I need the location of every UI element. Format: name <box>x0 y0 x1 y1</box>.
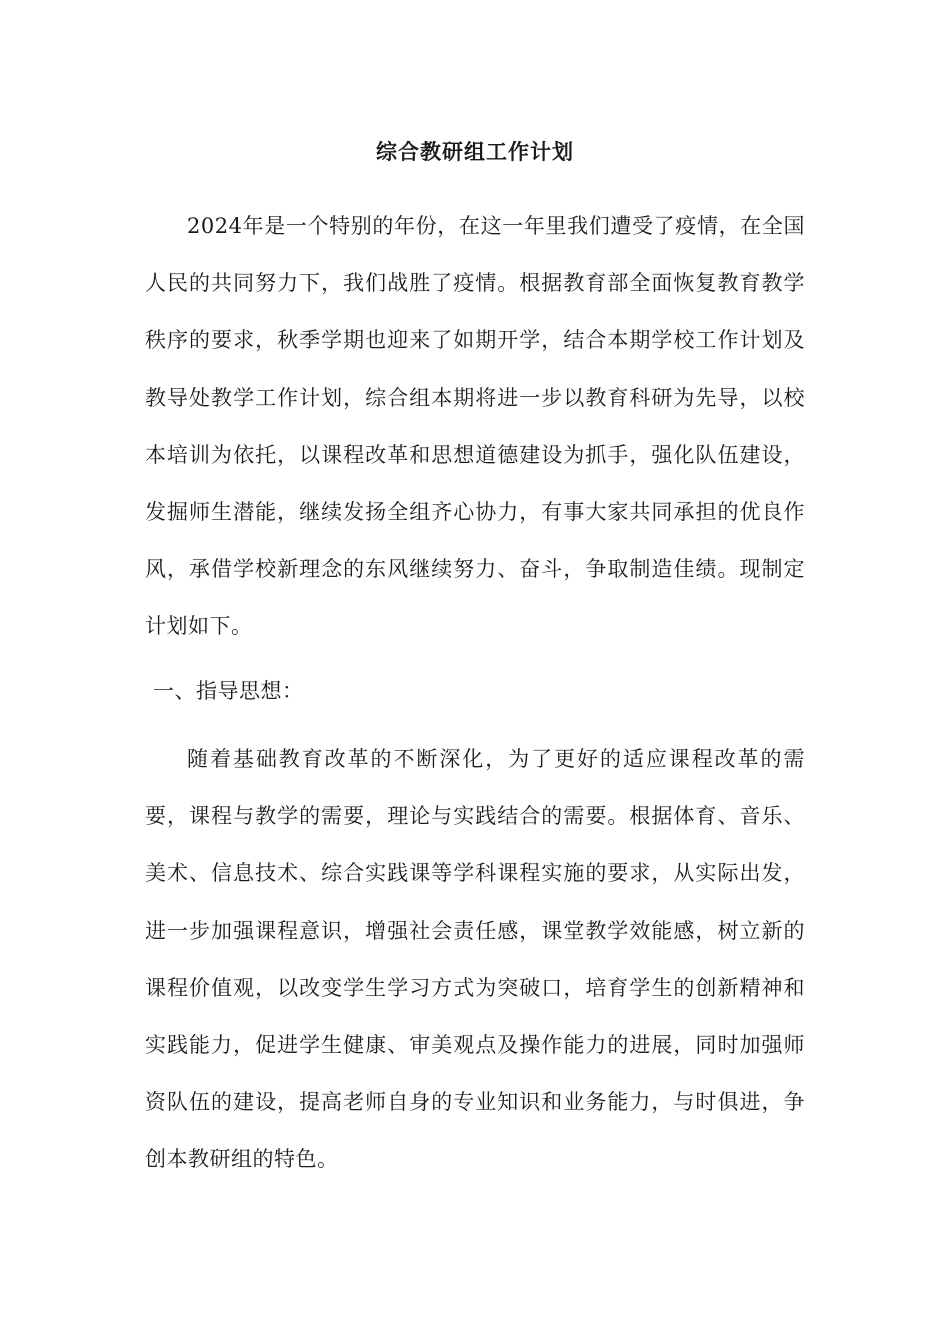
document-title: 综合教研组工作计划 <box>376 139 574 164</box>
section-paragraph-guiding-ideology: 随着基础教育改革的不断深化，为了更好的适应课程改革的需要，课程与教学的需要，理论与实践结合的需要。根据体育、音乐、美术、信息技术、综合实践课等学科课程实施的要求，从实际出发，进一步加强课程意识，增强社会责任感，课堂教学效能感，树立新的课程价值观，以改变学生学习方式为突破口，培育学生的创新精神和实践能力，促进学生健康、审美观点及操作能力的进展，同时加强师资队伍的建设，提高老师自身的专业知识和业务能力，与时俱进，争创本教研组的特色。 <box>145 747 805 1172</box>
intro-paragraph: 2024年是一个特别的年份，在这一年里我们遭受了疫情，在全国人民的共同努力下，我们战胜了疫情。根据教育部全面恢复教育教学秩序的要求，秋季学期也迎来了如期开学，结合本期学校工作计划及教导处教学工作计划，综合组本期将进一步以教育科研为先导，以校本培训为依托，以课程改革和思想道德建设为抓手，强化队伍建设，发掘师生潜能，继续发扬全组齐心协力，有事大家共同承担的优良作风，承借学校新理念的东风继续努力、奋斗，争取制造佳绩。现制定计划如下。 <box>145 214 805 639</box>
section-heading-guiding-ideology: 一、指导思想： <box>153 679 304 703</box>
